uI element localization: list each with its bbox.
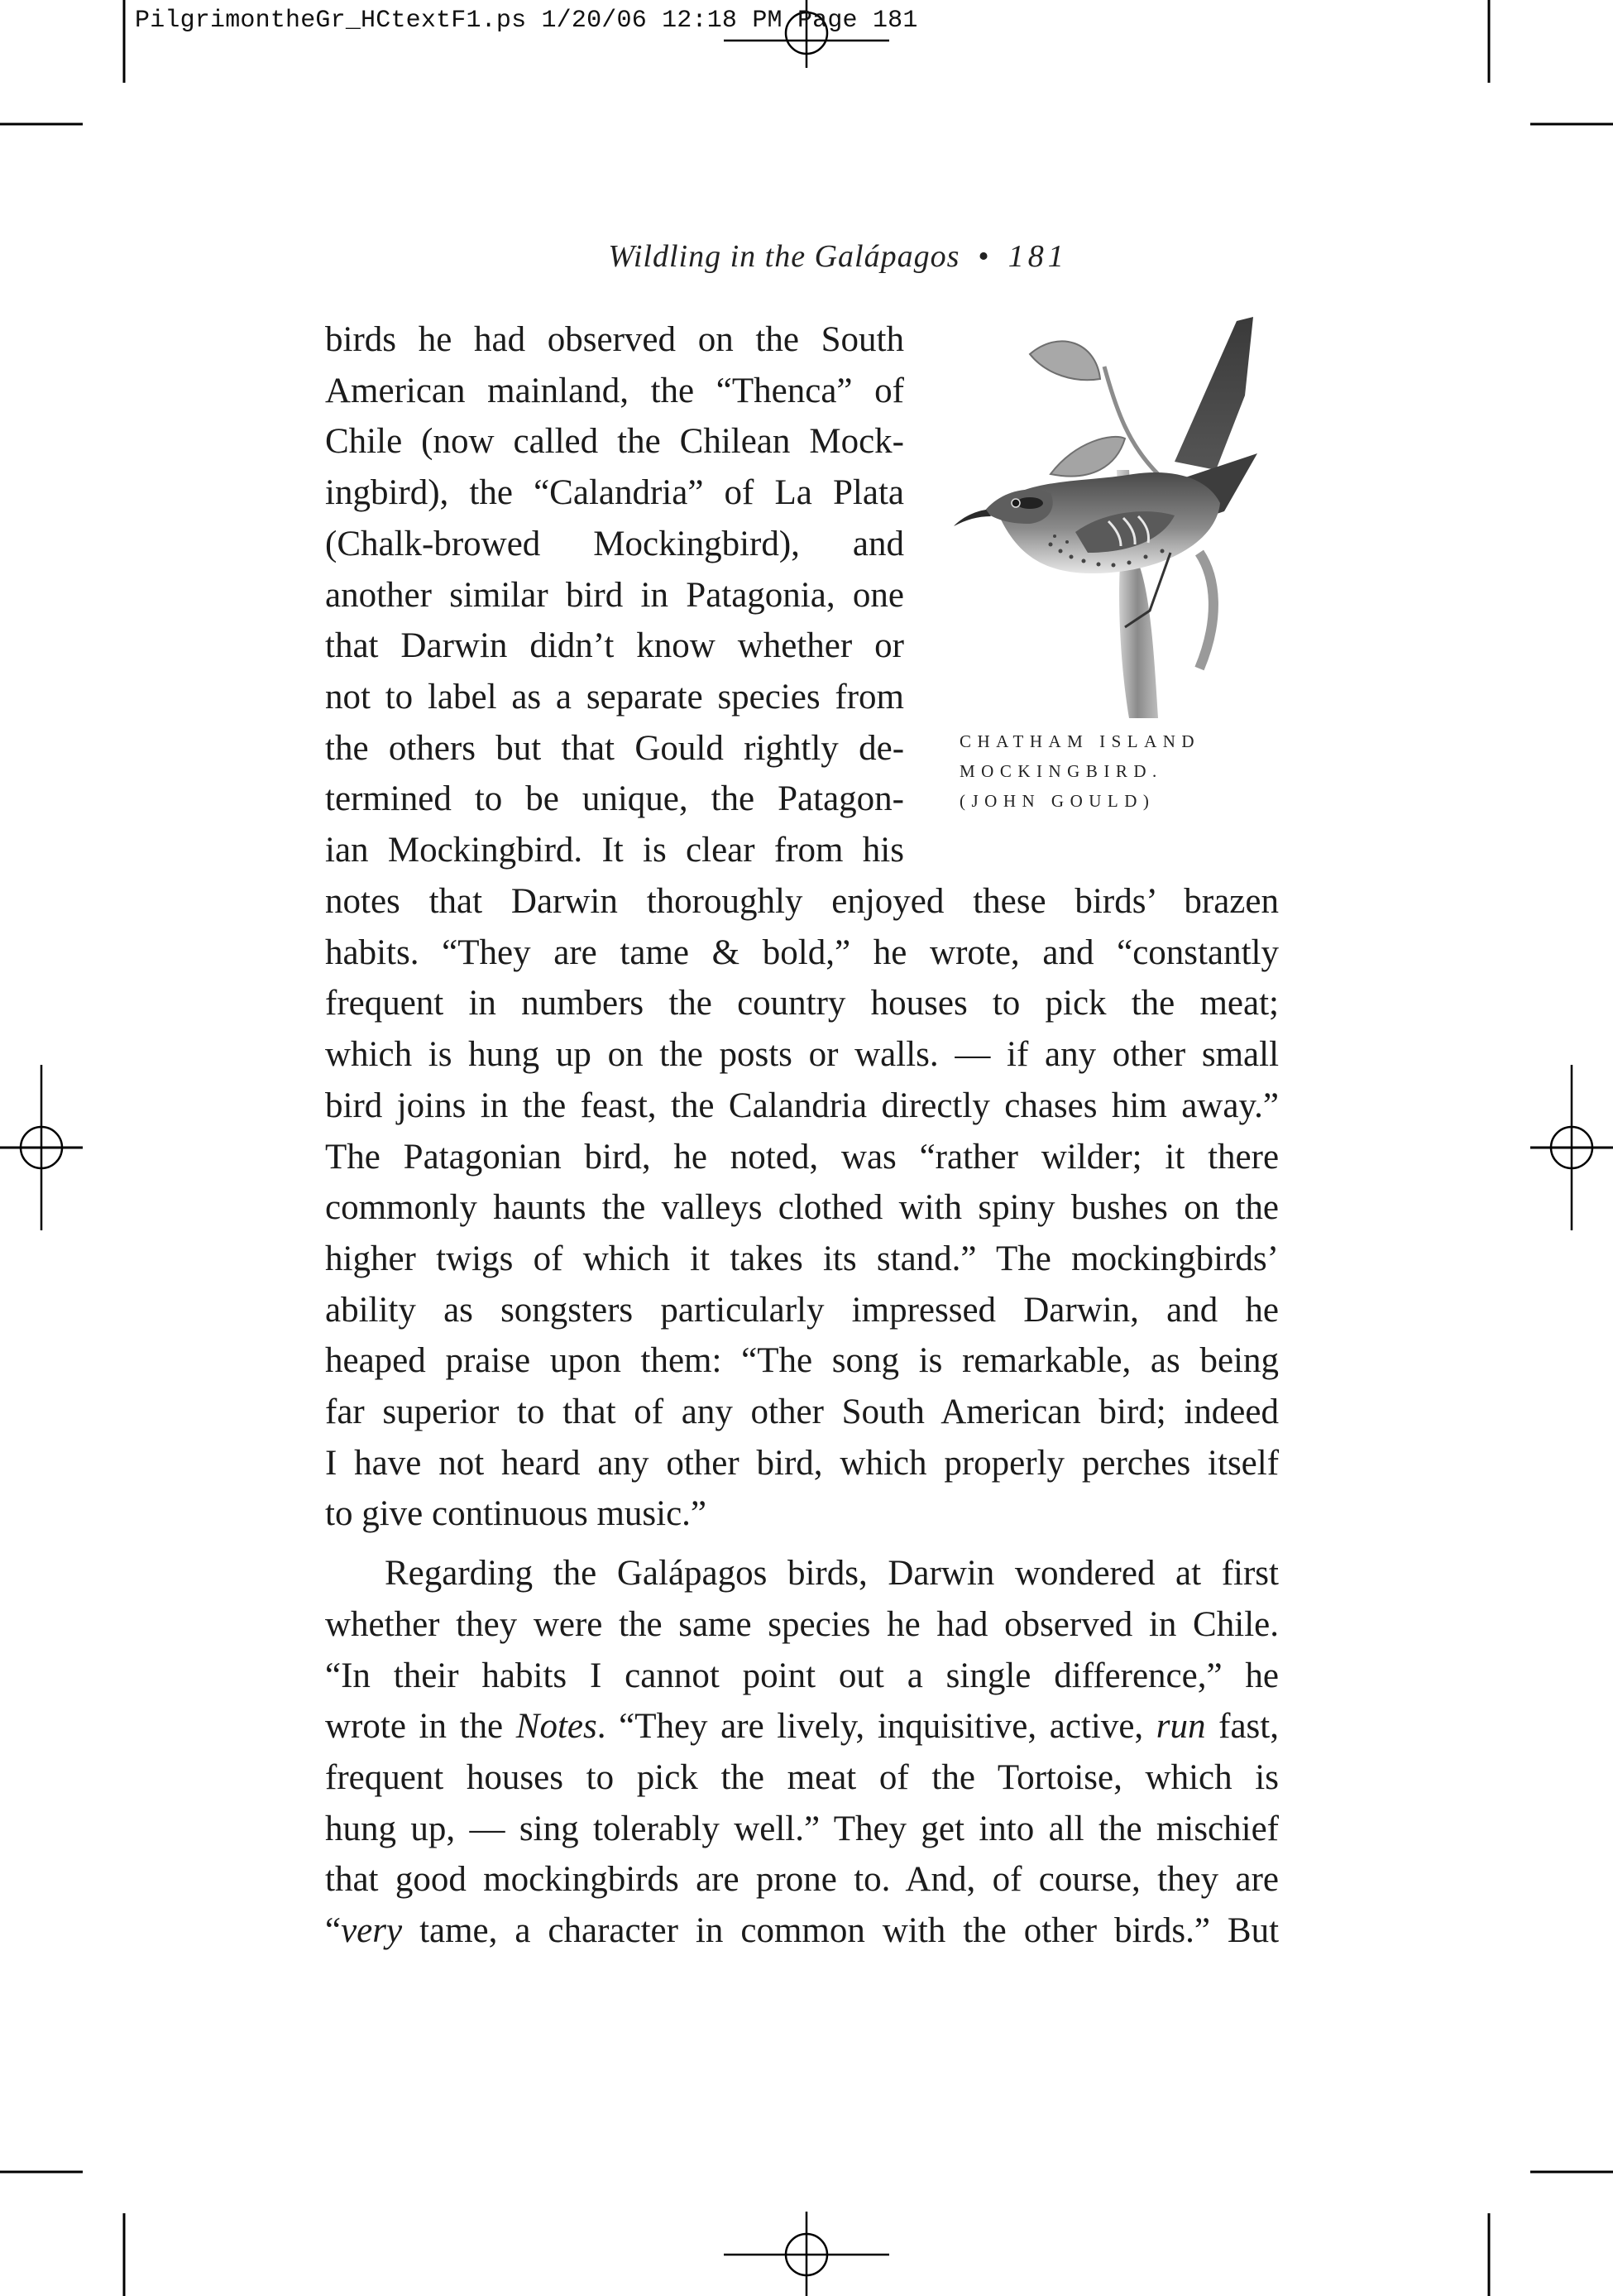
chapter-title: Wildling in the Galápagos <box>608 239 960 274</box>
text-line: which is hung up on the posts or walls. — if any other small <box>325 1035 1280 1075</box>
text-line: I have not heard any other bird, which properly perches itself <box>325 1443 1280 1483</box>
text-line <box>325 1905 1279 1957</box>
text-line: the others but that Gould rightly de- <box>325 728 905 768</box>
text-span: wrote in the <box>325 1707 516 1747</box>
bird-eye <box>1012 499 1020 507</box>
text-line: that good mockingbirds are prone to. And, of course, they are <box>325 1860 1279 1900</box>
text-line: that Darwin didn’t know whether or <box>325 626 904 666</box>
italic-notes: Notes <box>515 1707 597 1747</box>
mockingbird-illustration <box>951 304 1266 718</box>
branch-curve <box>1199 553 1213 669</box>
registration-mark-right <box>1530 1065 1613 1230</box>
bird-eye-patch <box>1017 497 1043 509</box>
text-span: fast, <box>1205 1707 1279 1747</box>
slug-page: Page 181 <box>797 7 918 35</box>
text-line: another similar bird in Patagonia, one <box>325 575 904 615</box>
text-line: commonly haunts the valleys clothed with spiny bushes on the <box>325 1188 1279 1228</box>
body-text-wide <box>325 876 1279 1957</box>
italic-very: very <box>341 1911 403 1951</box>
registration-mark-left <box>0 1065 83 1230</box>
bird-beak <box>954 510 991 526</box>
text-line: “In their habits I cannot point out a single difference,” he <box>325 1656 1279 1695</box>
caption-line: CHATHAM ISLAND <box>960 731 1201 751</box>
text-line: whether they were the same species he had observed in Chile. <box>325 1604 1279 1644</box>
text-line: far superior to that of any other South American bird; indeed <box>325 1392 1279 1432</box>
body-text-narrow <box>325 314 904 876</box>
text-line: hung up, — sing tolerably well.” They get into all the mischief <box>325 1809 1279 1848</box>
registration-mark-bottom <box>724 2212 889 2296</box>
text-span: tame, a character in common with the other birds.” But <box>402 1911 1280 1951</box>
slug-date: 1/20/06 <box>541 7 647 35</box>
text-line: Chile (now called the Chilean Mock- <box>325 422 904 462</box>
separator-bullet: • <box>978 239 990 274</box>
text-line: ability as songsters particularly impressed Darwin, and he <box>325 1290 1279 1330</box>
text-line <box>325 1701 1279 1752</box>
text-line: bird joins in the feast, the Calandria directly chases him away.” <box>325 1086 1279 1125</box>
text-line: higher twigs of which it takes its stand.” The mockingbirds’ <box>325 1239 1279 1278</box>
bird-drawing <box>951 304 1266 718</box>
page-number: 181 <box>1008 239 1068 274</box>
text-span: “ <box>325 1911 342 1951</box>
caption-line: MOCKINGBIRD. <box>960 761 1163 781</box>
figure-caption <box>960 726 1200 816</box>
text-line: ian Mockingbird. It is clear from his <box>325 831 904 870</box>
text-line: heaped praise upon them: “The song is remarkable, as being <box>325 1341 1279 1381</box>
slug-time: 12:18 PM <box>662 7 783 35</box>
print-slug <box>135 7 918 35</box>
text-span: . “They are lively, inquisitive, active, <box>596 1707 1156 1747</box>
paragraph-first-line: Regarding the Galápagos birds, Darwin wondered at first <box>385 1554 1279 1594</box>
text-line: not to label as a separate species from <box>325 677 904 717</box>
text-line: notes that Darwin thoroughly enjoyed these birds’ brazen <box>325 882 1279 921</box>
text-line: frequent houses to pick the meat of the Tortoise, which is <box>325 1757 1279 1797</box>
leaf-top <box>1030 341 1100 380</box>
text-line: termined to be unique, the Patagon- <box>325 779 904 819</box>
text-line: ingbird), the “Calandria” of La Plata <box>325 473 904 513</box>
text-line: (Chalk-browed Mockingbird), and <box>325 524 904 563</box>
text-line: The Patagonian bird, he noted, was “rather wilder; it there <box>325 1137 1280 1177</box>
text-line: frequent in numbers the country houses to pick the meat; <box>325 984 1279 1023</box>
italic-run: run <box>1156 1707 1206 1747</box>
bird-tail <box>1175 317 1253 470</box>
leaf-middle <box>1051 437 1125 477</box>
caption-line: (JOHN GOULD) <box>960 791 1156 811</box>
text-line: to give continuous music.” <box>325 1494 706 1534</box>
text-line: American mainland, the “Thenca” of <box>325 371 904 410</box>
slug-filename: PilgrimontheGr_HCtextF1.ps <box>135 7 527 35</box>
text-line: birds he had observed on the South <box>325 320 904 359</box>
running-head <box>0 238 1613 275</box>
text-line: habits. “They are tame & bold,” he wrote, and “constantly <box>325 932 1279 972</box>
